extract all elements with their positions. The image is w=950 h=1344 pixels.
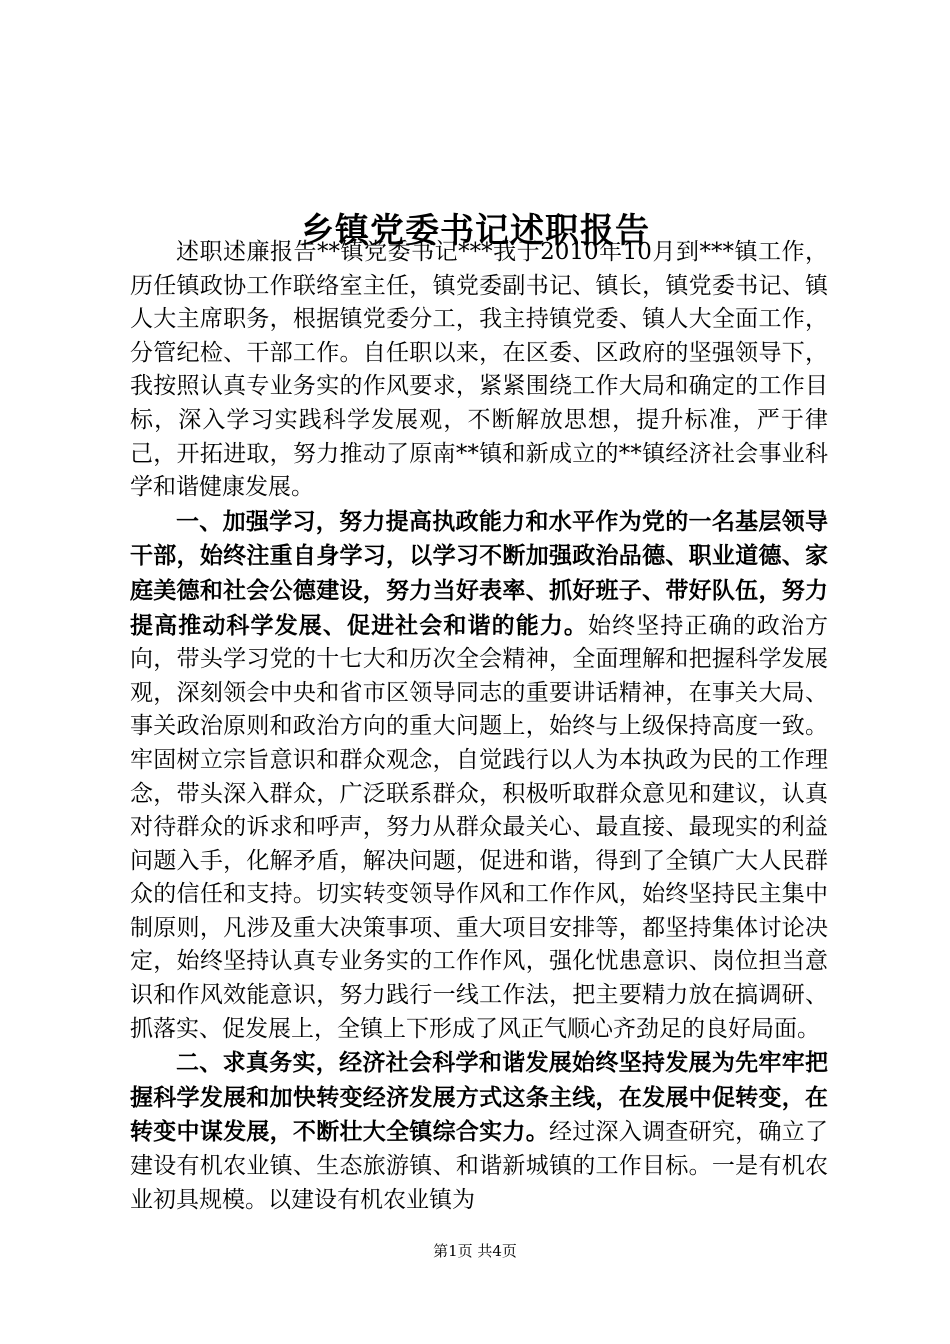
paragraph-intro xyxy=(130,236,828,505)
section-2-heading: 二、求真务实，经济社会科学和谐发展始终坚持发展为先牢牢把握科学发展和加快转变经济发展方式这条主线，在发展中促转变，在转变中谋发展，不断壮大全镇综合实力。 xyxy=(130,1049,828,1146)
document-body xyxy=(130,236,828,1217)
page-title: 乡镇党委书记述职报告 xyxy=(300,210,650,251)
section-2-text: 经过深入调查研究，确立了建设有机农业镇、生态旅游镇、和谐新城镇的工作目标。一是有机农业初具规模。以建设有机农业镇为 xyxy=(130,1119,829,1213)
paragraph-section-1 xyxy=(130,505,828,1047)
section-1-text: 始终坚持正确的政治方向，带头学习党的十七大和历次全会精神，全面理解和把握科学发展观，深刻领会中央和省市区领导同志的重要讲话精神，在事关大局、事关政治原则和政治方向的重大问题上，始终与上级保持高度一致。牢固树立宗旨意识和群众观念，自觉践行以人为本执政为民的工作理念，带头深入群众，广泛联系群众，积极听取群众意见和建议，认真对待群众的诉求和呼声，努力从群众最关心、最直接、最现实的利益问题入手，化解矛盾，解决问题，促进和谐，得到了全镇广大人民群众的信任和支持。切实转变领导作风和工作作风，始终坚持民主集中制原则，凡涉及重大决策事项、重大项目安排等，都坚持集体讨论决定，始终坚持认真专业务实的工作作风，强化忧患意识、岗位担当意识和作风效能意识，努力践行一线工作法，把主要精力放在搞调研、抓落实、促发展上，全镇上下形成了风正气顺心齐劲足的良好局面。 xyxy=(130,612,829,1042)
paragraph-section-2 xyxy=(130,1046,828,1217)
page-footer: 第1页 共4页 xyxy=(433,1242,517,1260)
paragraph-intro-text: 述职述廉报告**镇党委书记***我于2010年10月到***镇工作，历任镇政协工作联络室主任，镇党委副书记、镇长，镇党委书记、镇人大主席职务，根据镇党委分工，我主持镇党委、镇人大全面工作，分管纪检、干部工作。自任职以来，在区委、区政府的坚强领导下，我按照认真专业务实的作风要求，紧紧围绕工作大局和确定的工作目标，深入学习实践科学发展观，不断解放思想，提升标准，严于律己，开拓进取，努力推动了原南**镇和新成立的**镇经济社会事业科学和谐健康发展。 xyxy=(130,239,828,501)
section-1-heading: 一、加强学习，努力提高执政能力和水平作为党的一名基层领导干部，始终注重自身学习，以学习不断加强政治品德、职业道德、家庭美德和社会公德建设，努力当好表率、抓好班子、带好队伍，努力提高推动科学发展、促进社会和谐的能力。 xyxy=(130,507,828,639)
